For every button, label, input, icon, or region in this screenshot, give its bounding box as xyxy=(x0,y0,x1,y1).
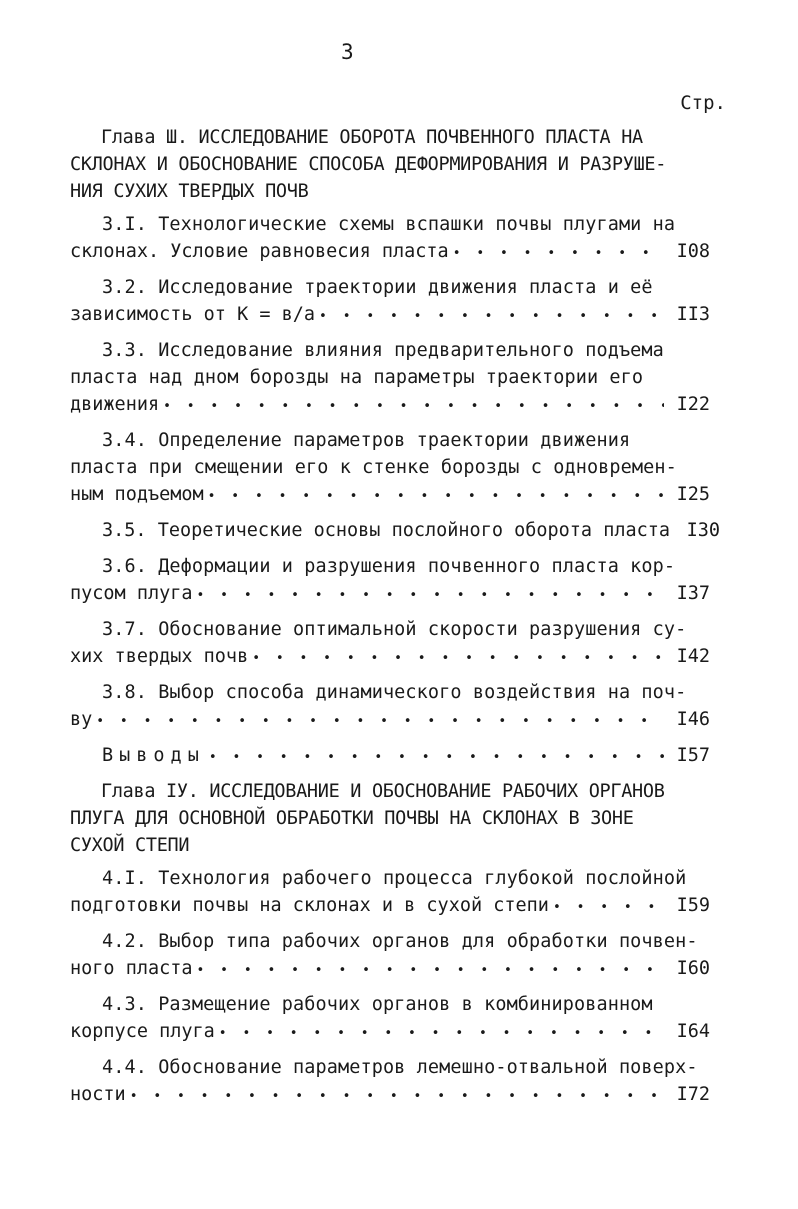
toc-entry xyxy=(70,865,710,921)
entry-last-line: пусом плуга xyxy=(70,583,193,604)
entry-page: I30 xyxy=(686,520,721,541)
dot-leader xyxy=(197,955,664,984)
entry-line: пласта над дном борозды на параметры траектории его xyxy=(70,367,644,388)
entry-page: I64 xyxy=(676,1021,710,1042)
entry-line: 3.2. Исследование траектории движения пласта и её xyxy=(102,277,653,298)
toc-entry xyxy=(70,553,710,609)
entry-page: I25 xyxy=(676,484,710,505)
dot-leader xyxy=(319,301,664,330)
toc-entry xyxy=(70,337,710,420)
entry-last-line: хих твердых почв xyxy=(70,646,249,667)
entry-last-line: ным подъемом xyxy=(70,484,204,505)
conclusions-label: Выводы xyxy=(102,745,205,766)
toc-entry xyxy=(70,517,721,546)
entry-page: I59 xyxy=(676,895,710,916)
chapter-title-line: СКЛОНАХ И ОБОСНОВАНИЕ СПОСОБА ДЕФОРМИРОВАНИЯ И РАЗРУШЕ- xyxy=(70,154,667,175)
entry-page: I57 xyxy=(676,745,710,766)
entry-last-line: зависимость от К = в/а xyxy=(70,304,316,325)
entry-line: 3.8. Выбор способа динамического воздействия на поч- xyxy=(102,682,687,703)
dot-leader xyxy=(553,892,664,921)
toc-entry xyxy=(70,616,710,672)
entry-page: I42 xyxy=(676,646,710,667)
dot-leader xyxy=(219,1018,664,1047)
entry-last-line: ву xyxy=(70,709,93,730)
entry-page: I08 xyxy=(676,241,710,262)
chapter-heading xyxy=(70,124,710,205)
toc-entry xyxy=(70,1054,710,1110)
table-of-contents xyxy=(70,124,721,1117)
entry-line: 4.4. Обоснование параметров лемешно-отвальной поверх- xyxy=(102,1057,698,1078)
entry-page: I60 xyxy=(676,958,710,979)
toc-entry-conclusions xyxy=(70,742,710,771)
toc-entry xyxy=(70,679,710,735)
chapter-title-line: СУХОЙ СТЕПИ xyxy=(70,835,190,856)
entry-last-line: корпусе плуга xyxy=(70,1021,215,1042)
dot-leader xyxy=(197,580,664,609)
chapter-title-line: Глава IУ. ИССЛЕДОВАНИЕ И ОБОСНОВАНИЕ РАБОЧИХ ОРГАНОВ xyxy=(101,781,665,802)
entry-line: 3.I. Технологические схемы вспашки почвы плугами на xyxy=(102,214,676,235)
chapter-title-line: ПЛУГА ДЛЯ ОСНОВНОЙ ОБРАБОТКИ ПОЧВЫ НА СКЛОНАХ В ЗОНЕ xyxy=(70,808,634,829)
entry-line: 3.6. Деформации и разрушения почвенного пласта кор- xyxy=(102,556,676,577)
dot-leader xyxy=(453,238,664,267)
entry-line: 4.2. Выбор типа рабочих органов для обработки почвен- xyxy=(102,931,698,952)
page-column-label: Стр. xyxy=(680,92,726,114)
entry-page: I72 xyxy=(676,1084,710,1105)
dot-leader xyxy=(252,643,664,672)
entry-page: II3 xyxy=(676,304,710,325)
chapter-title-line: Глава Ш. ИССЛЕДОВАНИЕ ОБОРОТА ПОЧВЕННОГО ПЛАСТА НА xyxy=(101,127,643,148)
dot-leader xyxy=(209,742,664,771)
toc-entry xyxy=(70,427,710,510)
toc-entry xyxy=(70,211,710,267)
entry-line: 3.3. Исследование влияния предварительного подъема xyxy=(102,340,664,361)
entry-page: I46 xyxy=(676,709,710,730)
toc-entry xyxy=(70,928,710,984)
entry-page: I37 xyxy=(676,583,710,604)
chapter-heading xyxy=(70,778,710,859)
entry-last-line: ного пласта xyxy=(70,958,193,979)
chapter-title-line: НИЯ СУХИХ ТВЕРДЫХ ПОЧВ xyxy=(70,181,309,202)
entry-last-line: подготовки почвы на склонах и в сухой степи xyxy=(70,895,549,916)
entry-page: I22 xyxy=(676,394,710,415)
entry-line: 4.I. Технология рабочего процесса глубокой послойной xyxy=(102,868,687,889)
dot-leader xyxy=(130,1081,664,1110)
toc-entry xyxy=(70,991,710,1047)
dot-leader xyxy=(163,391,664,420)
entry-line: 3.4. Определение параметров траектории движения xyxy=(102,430,631,451)
dot-leader xyxy=(208,481,664,510)
entry-line: 4.3. Размещение рабочих органов в комбинированном xyxy=(102,994,653,1015)
entry-line: 3.7. Обоснование оптимальной скорости разрушения су- xyxy=(102,619,687,640)
entry-last-line: ности xyxy=(70,1084,126,1105)
entry-line: пласта при смещении его к стенке борозды с одновремен- xyxy=(70,457,677,478)
toc-entry xyxy=(70,274,710,330)
page-number: 3 xyxy=(341,40,354,64)
entry-last-line: 3.5. Теоретические основы послойного оборота пласта xyxy=(102,520,671,541)
entry-last-line: движения xyxy=(70,394,160,415)
entry-last-line: склонах. Условие равновесия пласта xyxy=(70,241,449,262)
dot-leader xyxy=(96,706,664,735)
